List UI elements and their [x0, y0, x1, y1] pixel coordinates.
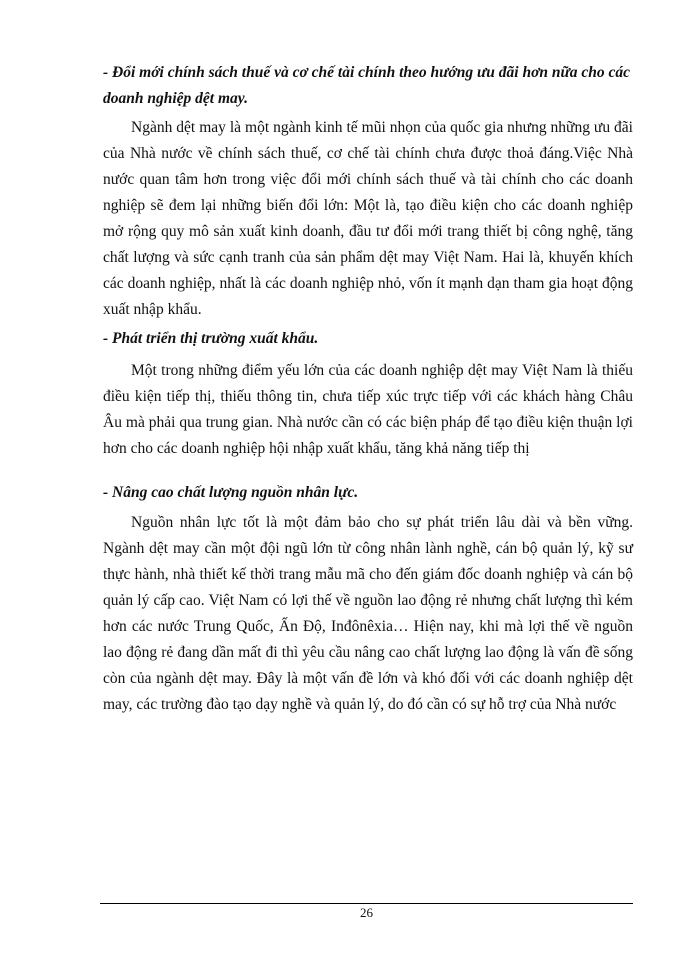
- section-heading-export-market: - Phát triển thị trường xuất khẩu.: [103, 330, 319, 347]
- section-heading-tax-policy: - Đổi mới chính sách thuế và cơ chế tài chính theo hướng ưu đãi hơn nữa cho các doanh nghiệp dệt may.: [103, 64, 631, 107]
- section-paragraph-tax-policy: Ngành dệt may là một ngành kinh tế mũi nhọn của quốc gia nhưng những ưu đãi của Nhà nước về chính sách thuế, cơ chế tài chính chưa được thoả đáng.Việc Nhà nước quan tâm hơn trong việc đổi mới chính sách thuế và tài chính cho các doanh nghiệp sẽ đem lại những biến đổi lớn: Một là, tạo điều kiện cho các doanh nghiệp mở rộng quy mô sản xuất kinh doanh, đầu tư đổi mới trang thiết bị công nghệ, tăng chất lượng và sức cạnh tranh của sản phẩm dệt may Việt Nam. Hai là, khuyến khích các doanh nghiệp, nhất là các doanh nghiệp nhỏ, vốn ít mạnh dạn tham gia hoạt động xuất nhập khẩu.: [103, 119, 633, 318]
- page-number: 26: [360, 905, 373, 920]
- page-content: [103, 60, 633, 718]
- section-heading-human-resources: - Nâng cao chất lượng nguồn nhân lực.: [103, 484, 359, 501]
- section-paragraph-human-resources: Nguồn nhân lực tốt là một đảm bảo cho sự phát triển lâu dài và bền vững. Ngành dệt may cần một đội ngũ lớn từ công nhân lành nghề, cán bộ quản lý, kỹ sư thực hành, nhà thiết kế thời trang mẫu mã cho đến giám đốc doanh nghiệp và cán bộ quản lý cấp cao. Việt Nam có lợi thế về nguồn lao động rẻ nhưng chất lượng thì kém hơn các nước Trung Quốc, Ấn Độ, Inđônêxia… Hiện nay, khi mà lợi thế về nguồn lao động rẻ đang dần mất đi thì yêu cầu nâng cao chất lượng lao động là vấn đề sống còn của ngành dệt may. Đây là một vấn đề lớn và khó đối với các doanh nghiệp dệt may, các trường đào tạo dạy nghề và quản lý, do đó cần có sự hỗ trợ của Nhà nước: [103, 514, 633, 713]
- section-paragraph-export-market: Một trong những điểm yếu lớn của các doanh nghiệp dệt may Việt Nam là thiếu điều kiện tiếp thị, thiếu thông tin, chưa tiếp xúc trực tiếp với các khách hàng Châu Âu mà phải qua trung gian. Nhà nước cần có các biện pháp để tạo điều kiện thuận lợi hơn cho các doanh nghiệp hội nhập xuất khẩu, tăng khả năng tiếp thị: [103, 362, 633, 457]
- footer-divider: [100, 903, 633, 904]
